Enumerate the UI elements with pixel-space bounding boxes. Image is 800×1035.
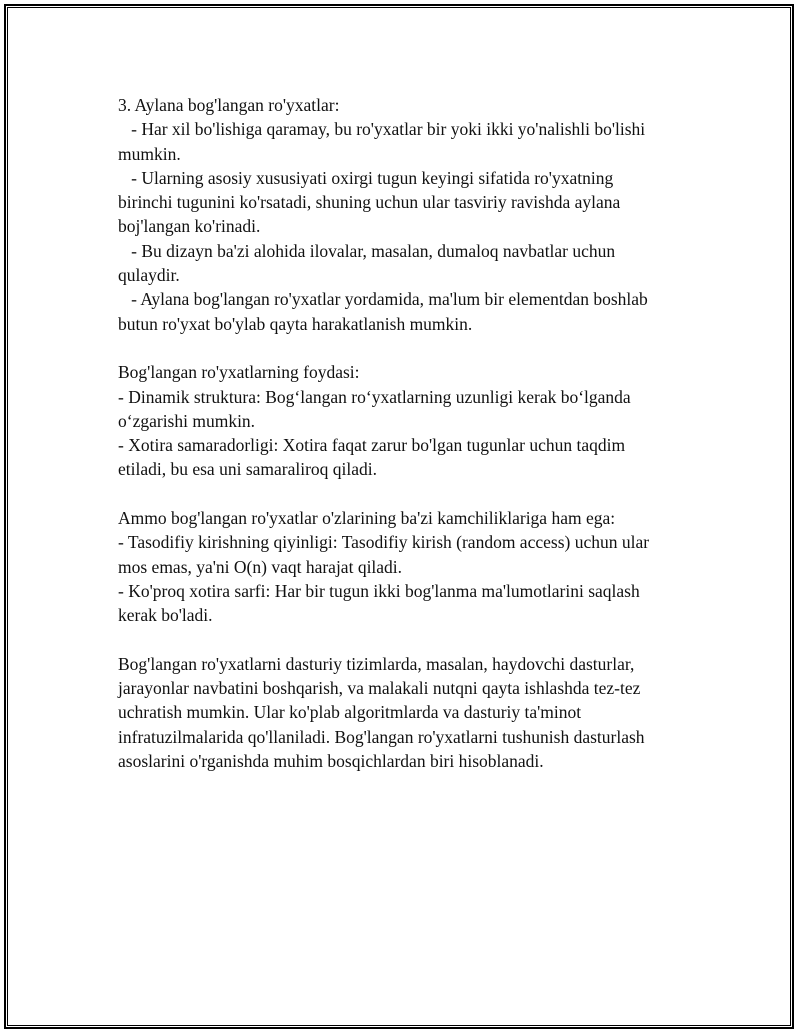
section-circular-lists: [118, 93, 698, 336]
text-line: infratuzilmalarida qo'llaniladi. Bog'langan ro'yxatlarni tushunish dasturlash: [118, 726, 645, 747]
text-line: - Ularning asosiy xususiyati oxirgi tugun keyingi sifatida ro'yxatning: [118, 167, 614, 188]
text-line: etiladi, bu esa uni samaraliroq qiladi.: [118, 459, 378, 480]
text-line: asoslarini o'rganishda muhim bosqichlardan biri hisoblanadi.: [118, 751, 544, 772]
text-line: - Tasodifiy kirishning qiyinligi: Tasodifiy kirish (random access) uchun ular: [118, 532, 650, 553]
paragraph-gap: [118, 628, 698, 652]
section-heading: Bog'langan ro'yxatlarning foydasi:: [118, 362, 360, 383]
text-line: qulaydir.: [118, 265, 180, 286]
section-usage: [118, 652, 698, 773]
section-advantages: [118, 360, 698, 481]
text-line: boj'langan ko'rinadi.: [118, 216, 261, 237]
paragraph-gap: [118, 482, 698, 506]
text-line: o‘zgarishi mumkin.: [118, 410, 256, 431]
paragraph-gap: [118, 336, 698, 360]
text-line: uchratish mumkin. Ular ko'plab algoritmlarda va dasturiy ta'minot: [118, 702, 582, 723]
text-line: - Ko'proq xotira sarfi: Har bir tugun ikki bog'lanma ma'lumotlarini saqlash: [118, 580, 640, 601]
section-heading: Ammo bog'langan ro'yxatlar o'zlarining ba'zi kamchiliklariga ham ega:: [118, 508, 616, 529]
text-line: birinchi tugunini ko'rsatadi, shuning uchun ular tasviriy ravishda aylana: [118, 192, 621, 213]
text-line: butun ro'yxat bo'ylab qayta harakatlanish mumkin.: [118, 313, 473, 334]
section-disadvantages: [118, 506, 698, 627]
text-line: kerak bo'ladi.: [118, 605, 213, 626]
text-line: - Xotira samaradorligi: Xotira faqat zarur bo'lgan tugunlar uchun taqdim: [118, 435, 626, 456]
text-line: Bog'langan ro'yxatlarni dasturiy tizimlarda, masalan, haydovchi dasturlar,: [118, 653, 635, 674]
section-heading: 3. Aylana bog'langan ro'yxatlar:: [118, 95, 340, 115]
text-line: mos emas, ya'ni O(n) vaqt harajat qiladi.: [118, 556, 403, 577]
text-line: - Har xil bo'lishiga qaramay, bu ro'yxatlar bir yoki ikki yo'nalishli bo'lishi: [118, 119, 646, 140]
text-line: - Dinamik struktura: Bog‘langan ro‘yxatlarning uzunligi kerak bo‘lganda: [118, 386, 631, 407]
text-line: - Aylana bog'langan ro'yxatlar yordamida, ma'lum bir elementdan boshlab: [118, 289, 648, 310]
text-line: - Bu dizayn ba'zi alohida ilovalar, masalan, dumaloq navbatlar uchun: [118, 240, 616, 261]
text-line: mumkin.: [118, 143, 181, 164]
document-body: [118, 93, 698, 773]
text-line: jarayonlar navbatini boshqarish, va malakali nutqni qayta ishlashda tez-tez: [118, 678, 641, 699]
